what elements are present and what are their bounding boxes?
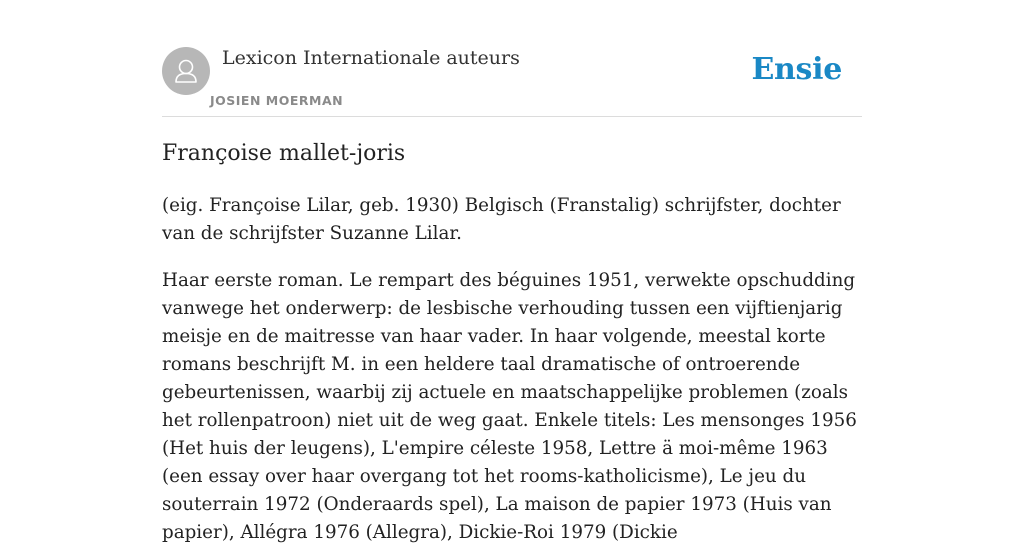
brand-logo[interactable]: Ensie <box>751 52 842 87</box>
avatar[interactable] <box>162 47 210 95</box>
publication-title[interactable]: Lexicon Internationale auteurs <box>222 47 520 69</box>
article-title: Françoise mallet-joris <box>162 141 406 166</box>
author-name[interactable]: JOSIEN MOERMAN <box>210 93 344 108</box>
article-header <box>162 46 862 117</box>
user-silhouette-icon <box>162 47 210 95</box>
article-paragraph: Haar eerste roman. Le rempart des béguines 1951, verwekte opschudding vanwege het onderwerp: de lesbische verhouding tussen een vijftienjarig meisje en de maitresse van haar vader. In haar volgende, meestal korte romans beschrijft M. in een heldere taal dramatische of ontroerende gebeurtenissen, waarbij zij actuele en maatschappelijke problemen (zoals het rollenpatroon) niet uit de weg gaat. Enkele titels: Les mensonges 1956 (Het huis der leugens), L'empire céleste 1958, Lettre ä moi-même 1963 (een essay over haar overgang tot het rooms-katholicisme), Le jeu du souterrain 1972 (Onderaards spel), La maison de papier 1973 (Huis van papier), Allégra 1976 (Allegra), Dickie-Roi 1979 (Dickie <box>162 270 857 543</box>
article <box>162 138 862 547</box>
article-paragraph: (eig. Françoise Lilar, geb. 1930) Belgisch (Franstalig) schrijfster, dochter van de schrijfster Suzanne Lilar. <box>162 195 841 244</box>
